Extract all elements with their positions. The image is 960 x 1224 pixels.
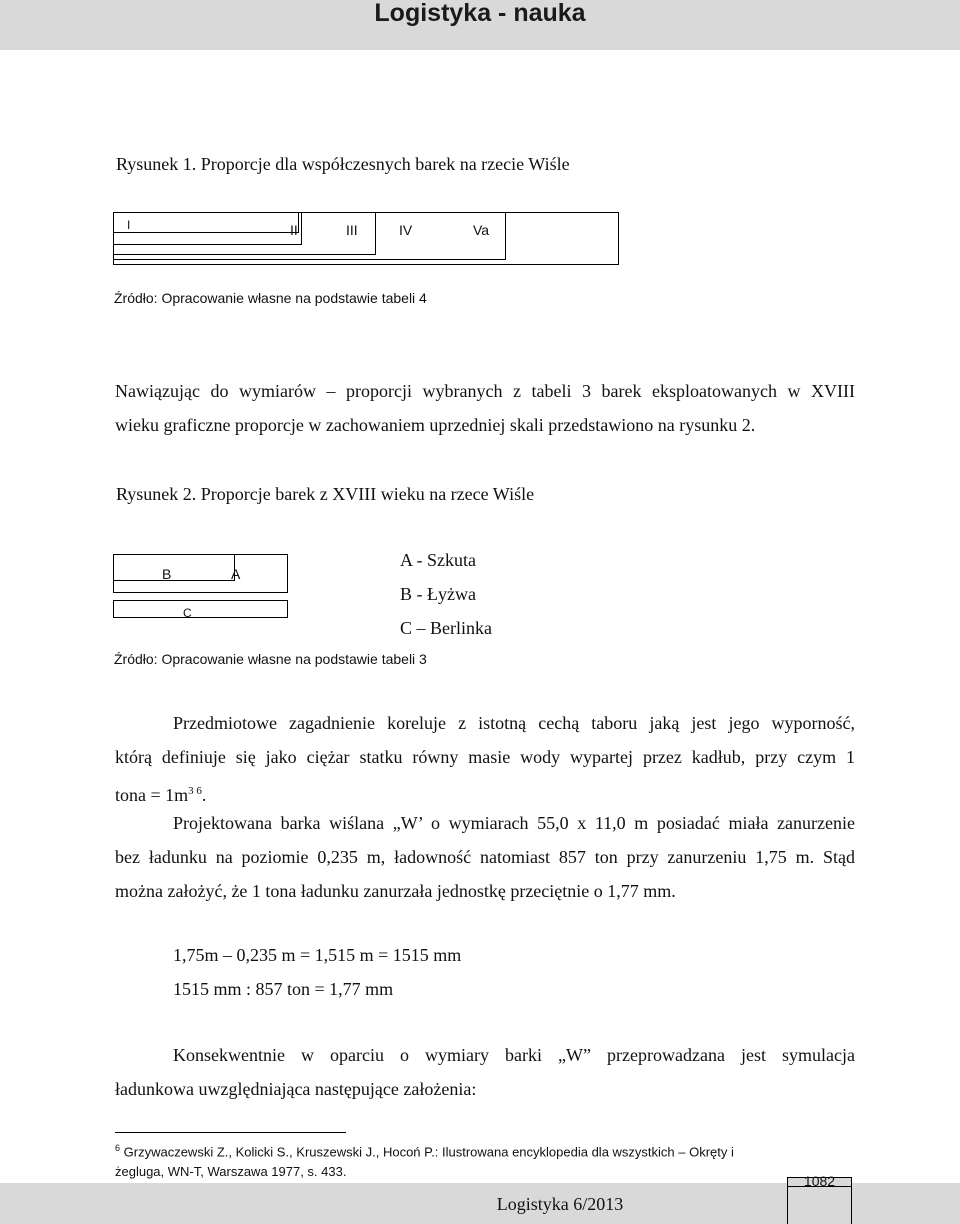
page-number: 1082 bbox=[803, 1173, 836, 1189]
calculation-1: 1,75m – 0,235 m = 1,515 m = 1515 mm bbox=[173, 945, 462, 965]
footnote-number: 6 bbox=[115, 1143, 121, 1153]
paragraph-2 bbox=[115, 806, 855, 908]
p1-text: tona = 1m bbox=[115, 785, 189, 805]
barge-ii-label: II bbox=[290, 222, 298, 238]
p3-line-2: ładunkowa uwzględniająca następujące założenia: bbox=[115, 1079, 477, 1099]
p2-line-2: bez ładunku na poziomie 0,235 m, ładowność natomiast 857 ton przy zanurzeniu 1,75 m. Stąd bbox=[115, 847, 855, 867]
paragraph-3 bbox=[115, 1038, 855, 1106]
footnote bbox=[115, 1138, 835, 1182]
intro-paragraph bbox=[115, 374, 855, 442]
barge-c-label: C bbox=[183, 606, 192, 618]
barge-iii-label: III bbox=[346, 222, 358, 238]
footnote-ref: 3 6 bbox=[188, 785, 202, 797]
barge-i-outline bbox=[113, 212, 299, 233]
barge-b-label: B bbox=[162, 566, 172, 582]
intro-line-2: wieku graficzne proporcje w zachowaniem uprzedniej skali przedstawiono na rysunku 2. bbox=[115, 415, 756, 435]
barge-iv-label: IV bbox=[399, 222, 413, 238]
p1-line-3 bbox=[115, 774, 855, 808]
footnote-line-2: żegluga, WN-T, Warszawa 1977, s. 433. bbox=[115, 1164, 347, 1180]
journal-footer: Logistyka 6/2013 bbox=[496, 1194, 624, 1214]
p3-line-1: Konsekwentnie w oparciu o wymiary barki „W” przeprowadzana jest symulacja bbox=[173, 1045, 855, 1065]
barge-va-label: Va bbox=[473, 222, 490, 238]
p1-line-1: Przedmiotowe zagadnienie koreluje z istotną cechą taboru jaką jest jego wyporność, bbox=[173, 713, 855, 733]
legend-a: A - Szkuta bbox=[400, 550, 476, 570]
p1-period: . bbox=[201, 785, 207, 805]
p2-line-3: można założyć, że 1 tona ładunku zanurzała jednostkę przeciętnie o 1,77 mm. bbox=[115, 881, 676, 901]
figure1-caption: Rysunek 1. Proporcje dla współczesnych barek na rzecie Wiśle bbox=[116, 154, 570, 174]
legend-b: B - Łyżwa bbox=[400, 584, 476, 604]
footnote-line-1 bbox=[115, 1138, 835, 1162]
footnote-separator bbox=[115, 1132, 346, 1133]
barge-a-label: A bbox=[231, 566, 241, 582]
p1-line-2: którą definiuje się jako ciężar statku równy masie wody wypartej przez kadłub, przy czym 1 bbox=[115, 747, 855, 767]
footnote-text-1: Grzywaczewski Z., Kolicki S., Kruszewski J., Hocoń P.: Ilustrowana encyklopedia dla wszystkich – Okręty i bbox=[123, 1144, 734, 1160]
figure2-source: Źródło: Opracowanie własne na podstawie tabeli 3 bbox=[114, 651, 427, 667]
barge-c-outline bbox=[113, 600, 288, 618]
figure1-source: Źródło: Opracowanie własne na podstawie tabeli 4 bbox=[114, 290, 427, 306]
barge-b-outline bbox=[113, 554, 235, 581]
figure2-caption: Rysunek 2. Proporcje barek z XVIII wieku na rzece Wiśle bbox=[116, 484, 535, 504]
paragraph-1 bbox=[115, 706, 855, 808]
header-title: Logistyka - nauka bbox=[374, 0, 586, 27]
p2-line-1: Projektowana barka wiślana „W’ o wymiarach 55,0 x 11,0 m posiadać miała zanurzenie bbox=[173, 813, 855, 833]
legend-c: C – Berlinka bbox=[400, 618, 492, 638]
barge-i-label: I bbox=[127, 218, 131, 232]
intro-line-1: Nawiązując do wymiarów – proporcji wybranych z tabeli 3 barek eksploatowanych w XVIII bbox=[115, 381, 855, 401]
calculation-2: 1515 mm : 857 ton = 1,77 mm bbox=[173, 979, 394, 999]
